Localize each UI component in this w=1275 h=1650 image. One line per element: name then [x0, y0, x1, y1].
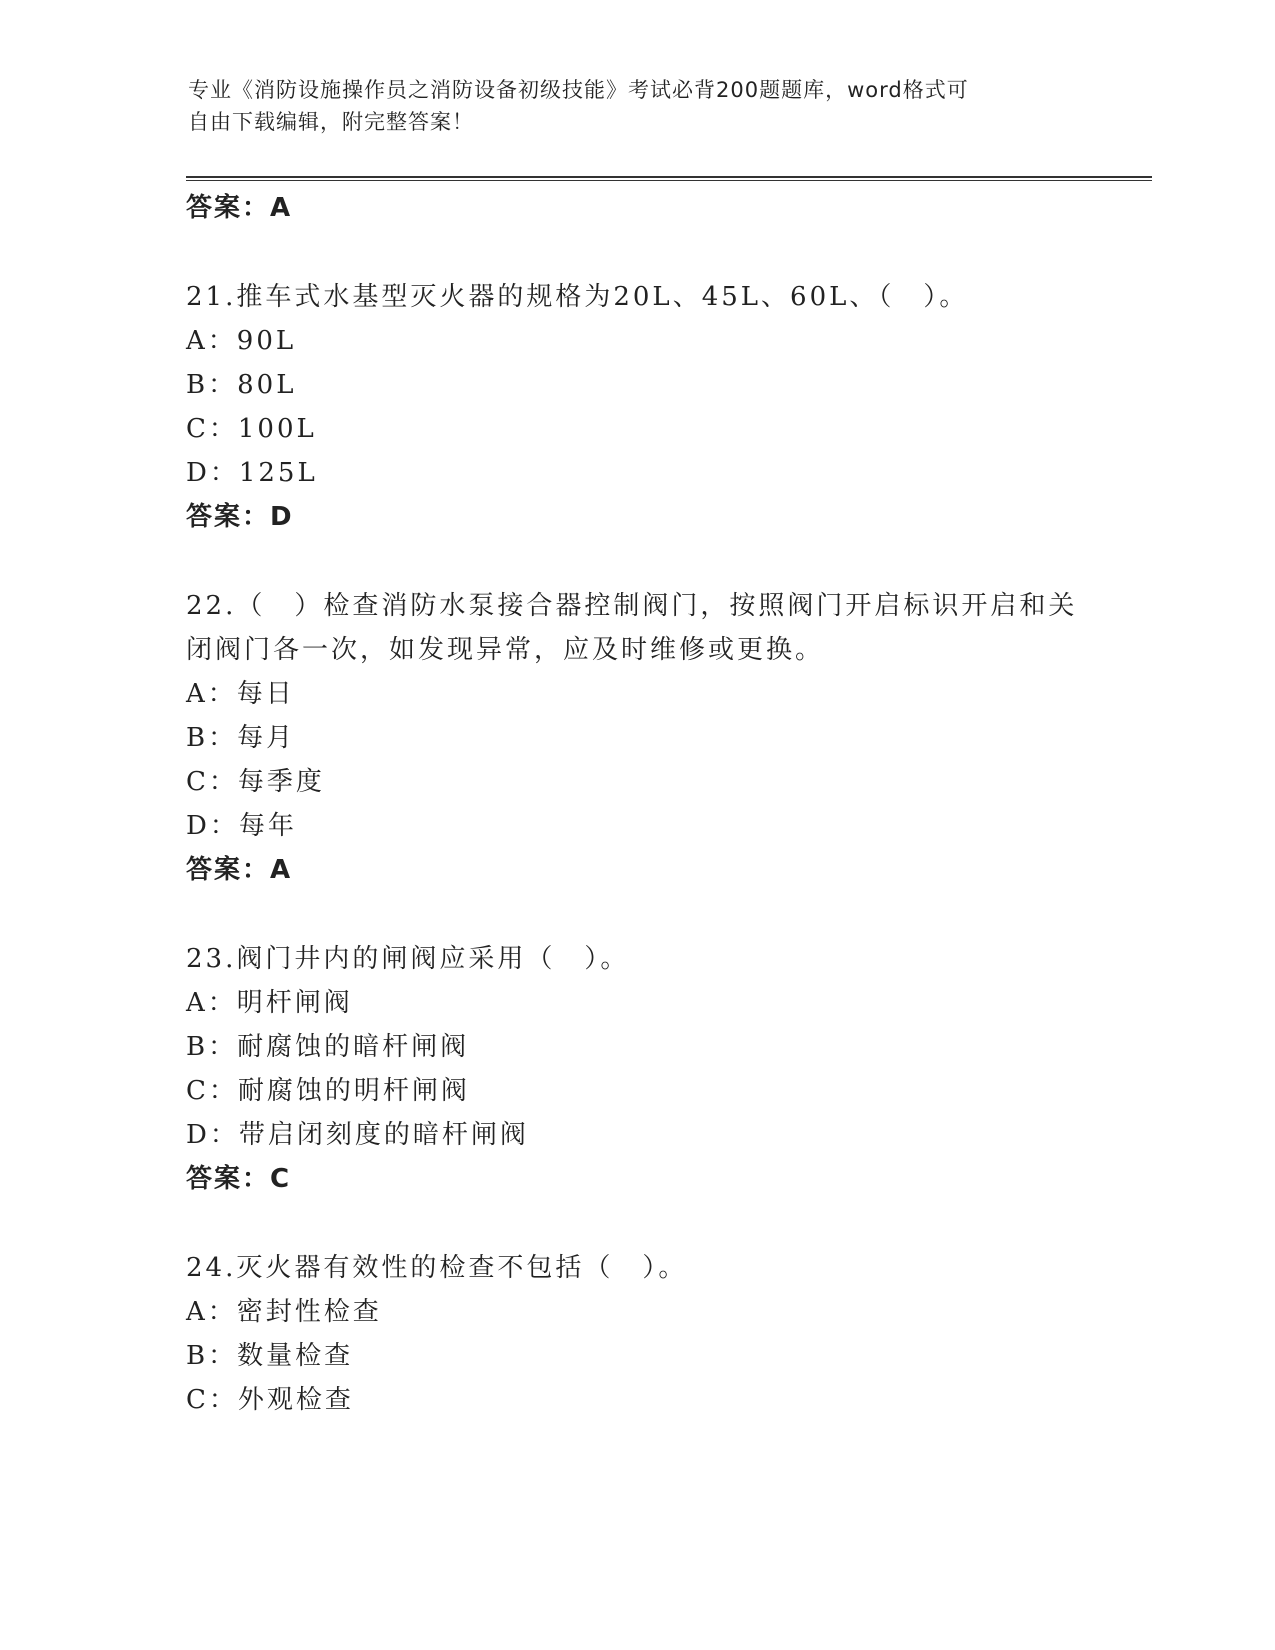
q21-answer: 答案：D: [186, 502, 294, 532]
q24-option-c: C：外观检查: [186, 1385, 354, 1415]
q21-option-c: C：100L: [186, 414, 317, 444]
q23-option-c: C：耐腐蚀的明杆闸阀: [186, 1076, 470, 1106]
q21-option-d: D：125L: [186, 458, 318, 488]
q22-answer: 答案：A: [186, 855, 293, 885]
q23-option-a: A：明杆闸阀: [186, 988, 353, 1018]
q23-option-b: B：耐腐蚀的暗杆闸阀: [186, 1032, 470, 1062]
q22-option-b: B：每月: [186, 723, 296, 753]
q22-stem-line-2: 闭阀门各一次，如发现异常，应及时维修或更换。: [186, 635, 825, 665]
q22-option-c: C：每季度: [186, 767, 325, 797]
q23-option-d: D：带启闭刻度的暗杆闸阀: [186, 1120, 529, 1150]
q21-option-b: B：80L: [186, 370, 297, 400]
header-divider: [186, 176, 1152, 181]
q21-stem: 21.推车式水基型灭火器的规格为20L、45L、60L、（ ）。: [186, 282, 969, 312]
document-header: [188, 74, 1068, 138]
q23-stem: 23.阀门井内的闸阀应采用（ ）。: [186, 944, 630, 974]
q22-option-a: A：每日: [186, 679, 295, 709]
answer-prev: 答案：A: [186, 193, 293, 223]
q23-answer: 答案：C: [186, 1164, 292, 1194]
q24-stem: 24.灭火器有效性的检查不包括（ ）。: [186, 1253, 688, 1283]
header-line-2: 自由下载编辑，附完整答案！: [188, 110, 474, 134]
q22-stem-line-1: 22.（ ）检查消防水泵接合器控制阀门，按照阀门开启标识开启和关: [186, 591, 1078, 621]
q21-option-a: A：90L: [186, 326, 297, 356]
q24-option-b: B：数量检查: [186, 1341, 354, 1371]
q24-option-a: A：密封性检查: [186, 1297, 382, 1327]
q22-option-d: D：每年: [186, 811, 297, 841]
header-line-1: 专业《消防设施操作员之消防设备初级技能》考试必背200题题库，word格式可: [188, 78, 969, 102]
